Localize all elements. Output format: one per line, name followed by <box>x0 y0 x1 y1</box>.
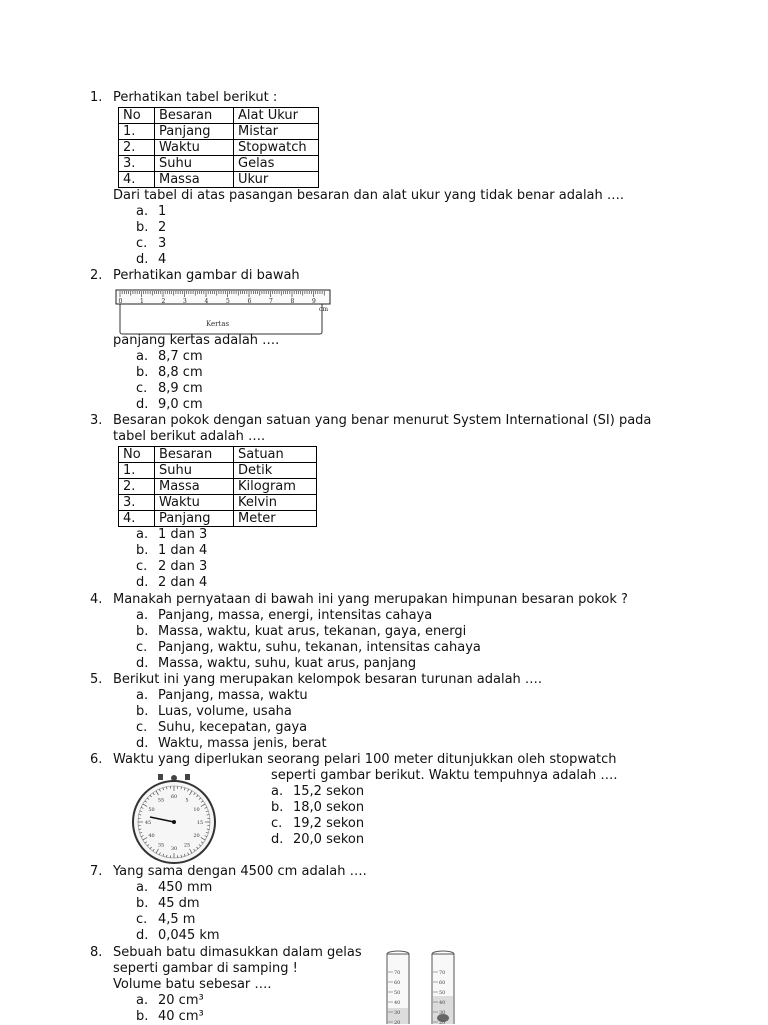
option-label: d. <box>136 252 148 268</box>
cylinder-label: 40 <box>394 1000 400 1006</box>
table-cell: Suhu <box>155 156 234 172</box>
stopwatch-figure <box>128 772 220 864</box>
cylinder-label: 60 <box>394 980 400 986</box>
table-cell: 3. <box>119 495 155 511</box>
question-1-prompt: Dari tabel di atas pasangan besaran dan alat ukur yang tidak benar adalah …. <box>113 188 624 204</box>
question-4-number: 4. <box>90 592 102 608</box>
question-8-number: 8. <box>90 945 102 961</box>
measuring-cylinders-figure <box>380 946 470 1024</box>
cylinder-label: 40 <box>439 1000 445 1006</box>
table-cell: 3. <box>119 156 155 172</box>
option-text: Panjang, massa, waktu <box>158 688 308 704</box>
option-label: a. <box>136 349 148 365</box>
option-label: a. <box>136 608 148 624</box>
ruler-tick-label: 6 <box>248 298 252 305</box>
option-label: a. <box>271 784 283 800</box>
option-label: c. <box>271 816 282 832</box>
table-header: Besaran <box>155 108 234 124</box>
option-text: 45 dm <box>158 896 200 912</box>
dial-label: 35 <box>158 843 164 849</box>
table-cell: Mistar <box>234 124 319 140</box>
question-5-number: 5. <box>90 672 102 688</box>
table-cell: Waktu <box>155 140 234 156</box>
dial-label: 25 <box>184 843 190 849</box>
option-text: 1 dan 4 <box>158 543 207 559</box>
table-header: No <box>119 108 155 124</box>
question-2-prompt: panjang kertas adalah …. <box>113 333 279 349</box>
table-cell: Massa <box>155 172 234 188</box>
ruler-tick-label: 5 <box>226 298 230 305</box>
question-3-text: Besaran pokok dengan satuan yang benar menurut System International (SI) pada <box>113 413 651 429</box>
ruler-tick-label: 0 <box>119 298 123 305</box>
option-text: Massa, waktu, kuat arus, tekanan, gaya, energi <box>158 624 466 640</box>
option-label: d. <box>136 736 148 752</box>
option-label: d. <box>271 832 283 848</box>
table-cell: Kelvin <box>234 495 317 511</box>
cylinder-label: 70 <box>394 970 400 976</box>
question-5-text: Berikut ini yang merupakan kelompok besaran turunan adalah …. <box>113 672 542 688</box>
ruler-tick-label: 7 <box>269 298 273 305</box>
question-3-number: 3. <box>90 413 102 429</box>
table-cell: 4. <box>119 172 155 188</box>
option-label: c. <box>136 381 147 397</box>
table-cell: 1. <box>119 124 155 140</box>
dial-label: 30 <box>171 846 177 852</box>
option-text: 8,9 cm <box>158 381 203 397</box>
option-text: Waktu, massa jenis, berat <box>158 736 327 752</box>
table-cell: Suhu <box>155 463 234 479</box>
dial-label: 50 <box>148 807 154 813</box>
cylinder-label: 50 <box>439 990 445 996</box>
option-label: a. <box>136 688 148 704</box>
option-label: d. <box>136 656 148 672</box>
dial-label: 5 <box>185 798 188 804</box>
option-text: 4,5 m <box>158 912 195 928</box>
ruler-tick-label: 8 <box>291 298 295 305</box>
question-6-text-line2: seperti gambar berikut. Waktu tempuhnya adalah …. <box>271 768 618 784</box>
option-text: 40 cm³ <box>158 1009 204 1025</box>
ruler-tick-label: 3 <box>183 298 187 305</box>
option-label: d. <box>136 575 148 591</box>
table-cell: 2. <box>119 479 155 495</box>
option-label: c. <box>136 559 147 575</box>
option-text: Suhu, kecepatan, gaya <box>158 720 307 736</box>
paper-label: Kertas <box>206 320 230 328</box>
table-cell: Stopwatch <box>234 140 319 156</box>
question-6-number: 6. <box>90 752 102 768</box>
option-text: 1 dan 3 <box>158 527 207 543</box>
option-text: 1 <box>158 204 166 220</box>
option-text: 2 dan 3 <box>158 559 207 575</box>
table-cell: Waktu <box>155 495 234 511</box>
table-cell: 4. <box>119 511 155 527</box>
question-2-number: 2. <box>90 268 102 284</box>
question-6-text: Waktu yang diperlukan seorang pelari 100 meter ditunjukkan oleh stopwatch <box>113 752 617 768</box>
cylinder-label: 50 <box>394 990 400 996</box>
ruler-tick-label: 2 <box>162 298 166 305</box>
question-8-text-line3: Volume batu sebesar …. <box>113 977 272 993</box>
ruler-paper-figure <box>114 288 344 336</box>
ruler-tick-label: 4 <box>205 298 209 305</box>
option-text: Luas, volume, usaha <box>158 704 292 720</box>
option-text: 9,0 cm <box>158 397 203 413</box>
option-label: c. <box>136 720 147 736</box>
option-label: b. <box>136 1009 148 1025</box>
option-label: a. <box>136 880 148 896</box>
option-label: b. <box>136 365 148 381</box>
option-label: a. <box>136 527 148 543</box>
cylinder-label: 20 <box>439 1020 445 1024</box>
option-label: c. <box>136 236 147 252</box>
table-header: Alat Ukur <box>234 108 319 124</box>
option-label: a. <box>136 993 148 1009</box>
option-text: 0,045 km <box>158 928 220 944</box>
option-text: 20,0 sekon <box>293 832 364 848</box>
dial-label: 55 <box>158 798 164 804</box>
dial-label: 20 <box>193 833 199 839</box>
option-text: 18,0 sekon <box>293 800 364 816</box>
option-text: 2 <box>158 220 166 236</box>
dial-label: 10 <box>193 807 199 813</box>
option-text: 8,8 cm <box>158 365 203 381</box>
question-3-table <box>118 446 317 527</box>
dial-label: 15 <box>197 820 203 826</box>
table-cell: 2. <box>119 140 155 156</box>
question-3-text-line2: tabel berikut adalah …. <box>113 429 265 445</box>
table-cell: Gelas <box>234 156 319 172</box>
table-cell: Meter <box>234 511 317 527</box>
table-header: Satuan <box>234 447 317 463</box>
question-7-text: Yang sama dengan 4500 cm adalah …. <box>113 864 367 880</box>
option-label: d. <box>136 397 148 413</box>
question-8-text: Sebuah batu dimasukkan dalam gelas <box>113 945 362 961</box>
option-label: b. <box>136 220 148 236</box>
cylinder-label: 60 <box>439 980 445 986</box>
table-header: No <box>119 447 155 463</box>
option-text: 4 <box>158 252 166 268</box>
option-label: b. <box>136 704 148 720</box>
option-label: d. <box>136 928 148 944</box>
cylinder-label: 30 <box>394 1010 400 1016</box>
dial-label: 45 <box>145 820 151 826</box>
ruler-unit: cm <box>319 306 328 313</box>
option-text: 15,2 sekon <box>293 784 364 800</box>
option-label: a. <box>136 204 148 220</box>
option-text: 8,7 cm <box>158 349 203 365</box>
question-4-text: Manakah pernyataan di bawah ini yang merupakan himpunan besaran pokok ? <box>113 592 628 608</box>
option-label: b. <box>136 896 148 912</box>
option-text: 19,2 sekon <box>293 816 364 832</box>
option-text: 20 cm³ <box>158 993 204 1009</box>
option-label: b. <box>136 543 148 559</box>
option-text: 450 mm <box>158 880 212 896</box>
option-text: Massa, waktu, suhu, kuat arus, panjang <box>158 656 416 672</box>
table-cell: 1. <box>119 463 155 479</box>
cylinder-label: 20 <box>394 1020 400 1024</box>
question-1-text: Perhatikan tabel berikut : <box>113 90 277 106</box>
option-text: Panjang, massa, energi, intensitas cahaya <box>158 608 432 624</box>
option-text: 3 <box>158 236 166 252</box>
option-label: b. <box>271 800 283 816</box>
table-cell: Kilogram <box>234 479 317 495</box>
question-2-text: Perhatikan gambar di bawah <box>113 268 300 284</box>
question-1-number: 1. <box>90 90 102 106</box>
question-8-text-line2: seperti gambar di samping ! <box>113 961 298 977</box>
dial-label: 60 <box>171 794 177 800</box>
option-label: c. <box>136 640 147 656</box>
table-cell: Massa <box>155 479 234 495</box>
table-cell: Panjang <box>155 124 234 140</box>
option-label: c. <box>136 912 147 928</box>
table-header: Besaran <box>155 447 234 463</box>
table-cell: Panjang <box>155 511 234 527</box>
cylinder-label: 30 <box>439 1010 445 1016</box>
cylinder-label: 70 <box>439 970 445 976</box>
option-text: Panjang, waktu, suhu, tekanan, intensitas cahaya <box>158 640 481 656</box>
option-label: b. <box>136 624 148 640</box>
table-cell: Detik <box>234 463 317 479</box>
question-1-table <box>118 107 319 188</box>
ruler-tick-label: 1 <box>140 298 144 305</box>
table-cell: Ukur <box>234 172 319 188</box>
dial-label: 40 <box>148 833 154 839</box>
question-7-number: 7. <box>90 864 102 880</box>
ruler-tick-label: 9 <box>312 298 316 305</box>
option-text: 2 dan 4 <box>158 575 207 591</box>
